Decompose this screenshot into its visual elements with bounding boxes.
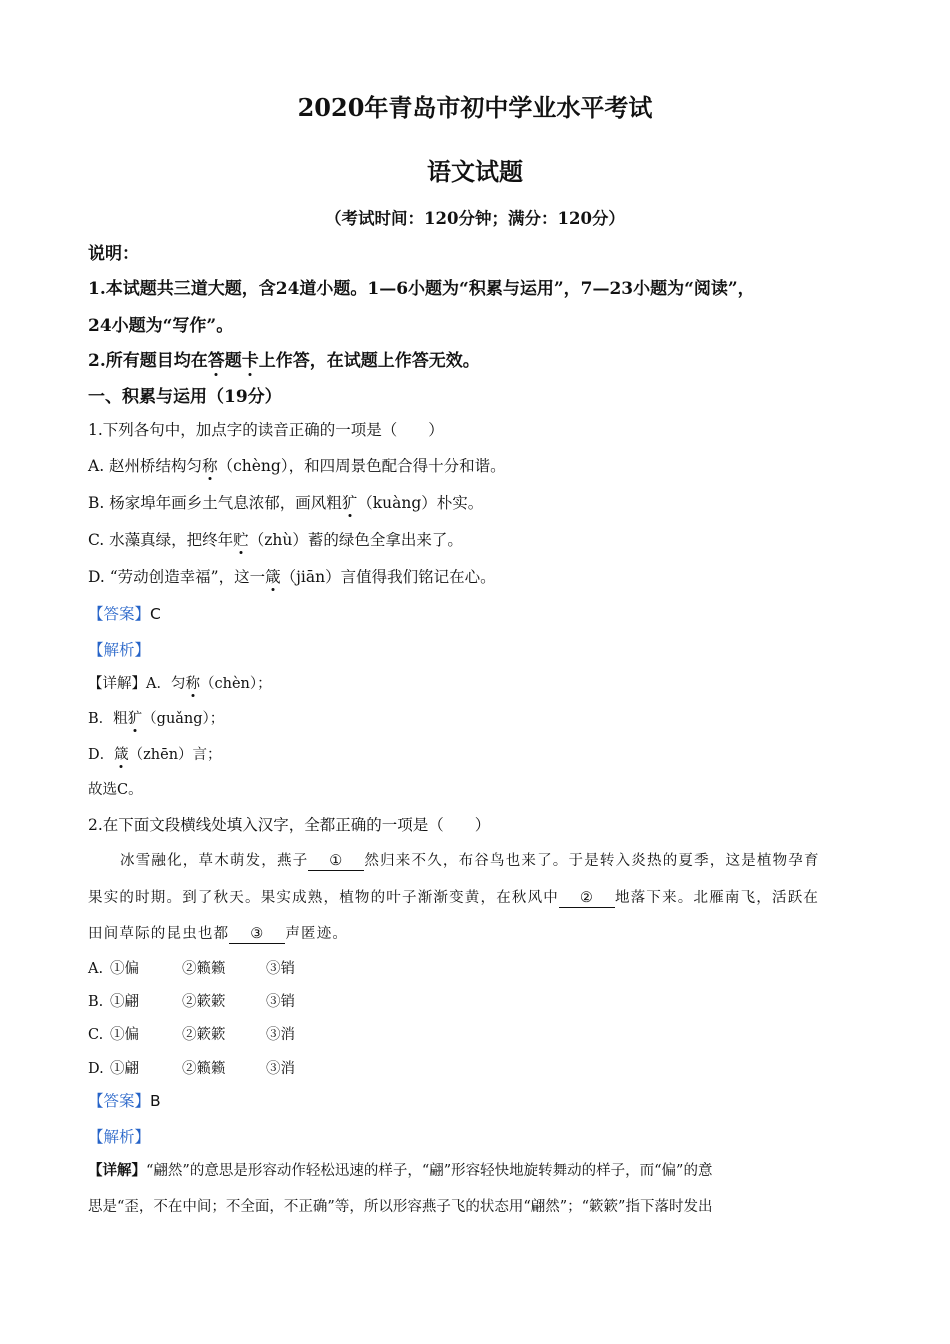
passage-text: 然归来不久，布谷鸟也来了。于是转入炎热的夏季，这是植物孕育 — [364, 853, 820, 869]
instruction-item-2-a: 2.所有题目均在 — [88, 351, 208, 371]
q1-option-c — [88, 528, 463, 550]
subject-title: 语文试题 — [427, 157, 523, 186]
dotted-char: 答 — [207, 351, 225, 371]
option-text: A. 赵州桥结构匀 — [88, 457, 203, 475]
option-choice: ①翩 — [110, 1061, 139, 1077]
passage-text: 果实的时期。到了秋天。果实成熟，植物的叶子渐渐变黄，在秋风中 — [88, 890, 559, 906]
option-letter: B. — [88, 994, 104, 1010]
q1-detail-1 — [88, 672, 272, 693]
option-letter: C. — [88, 1027, 104, 1043]
blank-3: ③ — [229, 927, 285, 944]
dotted-char: 贮 — [233, 531, 249, 549]
option-choice: ②籁籁 — [182, 1061, 226, 1077]
instructions-heading: 说明： — [88, 244, 139, 264]
dotted-char: 箴 — [114, 747, 129, 763]
exam-info: （考试时间：120分钟；满分：120分） — [325, 209, 625, 228]
q1-option-d — [88, 565, 496, 587]
q2-stem: 2.在下面文段横线处填入汉字，全都正确的一项是（ ） — [88, 816, 491, 834]
q1-stem: 1.下列各句中，加点字的读音正确的一项是（ ） — [88, 421, 444, 439]
detail-text: （chèn）； — [199, 676, 272, 692]
passage-text: 地落下来。北雁南飞，活跃在 — [615, 890, 820, 906]
q1-answer — [88, 602, 161, 624]
q1-detail-2 — [88, 707, 224, 728]
detail-text: （zhēn）言； — [128, 747, 222, 763]
blank-1: ① — [308, 854, 364, 871]
instruction-item-1-line-2: 24小题为“写作”。 — [88, 316, 234, 336]
option-text: （zhù）蓄的绿色全拿出来了。 — [248, 531, 463, 549]
option-choice: ②籁籁 — [182, 961, 226, 977]
option-choice: ①偏 — [110, 961, 139, 977]
option-choice: ②簌簌 — [182, 994, 226, 1010]
option-choice: ③消 — [266, 1061, 295, 1077]
passage-text: 声匿迹。 — [285, 926, 349, 942]
exam-title: 2020年青岛市初中学业水平考试 — [297, 93, 653, 122]
q2-option-a — [88, 957, 295, 978]
q1-option-b — [88, 491, 483, 513]
q2-option-c — [88, 1023, 295, 1044]
option-text: D. “劳动创造幸福”，这一 — [88, 568, 266, 586]
answer-value: C — [150, 605, 161, 623]
option-choice: ③销 — [266, 961, 295, 977]
q1-detail-3 — [88, 743, 222, 764]
option-letter: A. — [88, 961, 104, 977]
answer-value: B — [150, 1092, 161, 1110]
q2-passage-line-1 — [120, 849, 820, 871]
q2-answer — [88, 1089, 161, 1111]
option-choice: ②簌簌 — [182, 1027, 226, 1043]
dotted-char: 卡 — [241, 351, 259, 371]
detail-text: D． — [88, 747, 115, 763]
detail-text: B．粗 — [88, 711, 128, 727]
option-text: （kuàng）朴实。 — [357, 494, 484, 512]
option-text: B. 杨家埠年画乡土气息浓郁，画风粗 — [88, 494, 342, 512]
dotted-char: 犷 — [127, 711, 143, 727]
q2-analysis-label: 【解析】 — [88, 1128, 151, 1146]
dotted-char: 称 — [202, 457, 218, 475]
option-text: （jiān）言值得我们铭记在心。 — [280, 568, 496, 586]
dotted-char: 箴 — [265, 568, 281, 586]
dotted-char: 称 — [185, 676, 200, 692]
passage-text: 田间草际的昆虫也都 — [88, 926, 230, 942]
q2-detail-line-1 — [88, 1159, 712, 1180]
q2-option-d — [88, 1057, 295, 1078]
q2-passage-line-3 — [88, 922, 348, 944]
detail-text: （guǎng）； — [142, 711, 225, 727]
q1-conclusion: 故选C。 — [88, 782, 143, 798]
option-choice: ③销 — [266, 994, 295, 1010]
option-letter: D. — [88, 1061, 104, 1077]
detail-text: “翩然”的意思是形容动作轻松迅速的样子，“翩”形容轻快地旋转舞动的样子，而“偏”的意 — [146, 1163, 713, 1179]
option-text: （chèng），和四周景色配合得十分和谐。 — [217, 457, 506, 475]
instruction-item-2-c: 上作答，在试题上作答无效。 — [258, 351, 480, 371]
dotted-char: 犷 — [341, 494, 358, 512]
blank-2: ② — [559, 891, 615, 908]
option-choice: ①翩 — [110, 994, 139, 1010]
q2-option-b — [88, 990, 295, 1011]
option-text: C. 水藻真绿，把终年 — [88, 531, 234, 549]
option-choice: ③消 — [266, 1027, 295, 1043]
answer-label: 【答案】 — [88, 1092, 151, 1110]
option-choice: ①偏 — [110, 1027, 139, 1043]
section-1-heading: 一、积累与运用（19分） — [88, 387, 282, 407]
q1-option-a — [88, 454, 506, 476]
q1-analysis-label: 【解析】 — [88, 641, 151, 659]
q2-passage-line-2 — [88, 886, 819, 908]
answer-label: 【答案】 — [88, 605, 151, 623]
passage-text: 冰雪融化，草木萌发，燕子 — [120, 853, 309, 869]
detail-label: 【详解】 — [88, 676, 146, 692]
instruction-item-2-b: 题 — [224, 351, 242, 371]
detail-label: 【详解】 — [88, 1162, 146, 1179]
instruction-item-1-line-1: 1.本试题共三道大题，含24道小题。1—6小题为“积累与运用”，7—23小题为“阅读”， — [88, 279, 755, 299]
instruction-item-2 — [88, 346, 480, 371]
detail-text: A．匀 — [146, 676, 186, 692]
q2-detail-line-2: 思是“歪，不在中间；不全面，不正确”等，所以形容燕子飞的状态用“翩然”；“簌簌”指下落时发出 — [88, 1199, 713, 1215]
